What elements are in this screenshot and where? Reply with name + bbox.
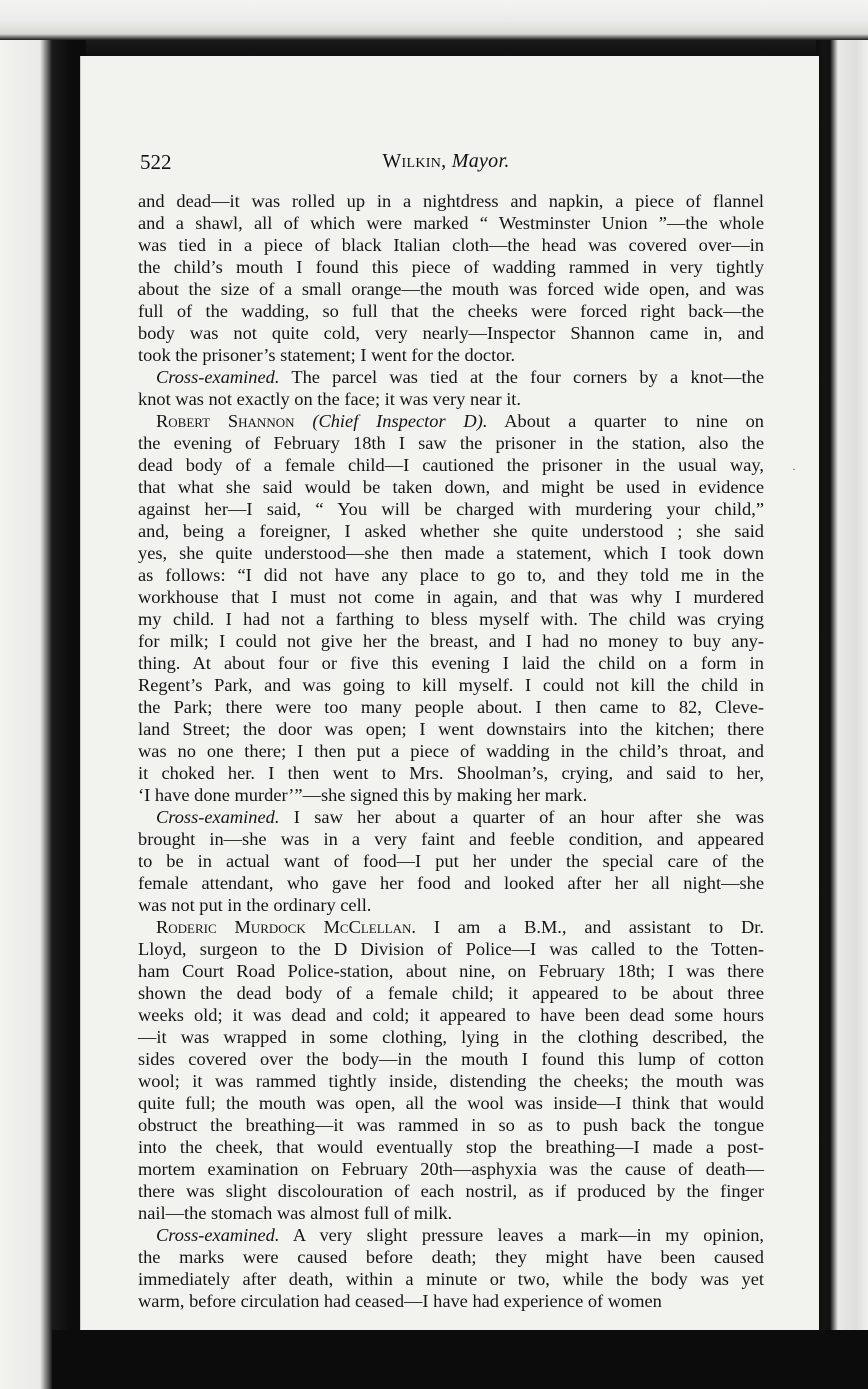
text-line [138, 344, 764, 366]
line-text: ‘I have done murder’”—she signed this by making her mark. [138, 785, 588, 805]
scan-speck: · [792, 462, 796, 476]
text-line [138, 1202, 764, 1224]
text-line [138, 278, 764, 300]
line-text: I saw her about a quarter of an hour after she was [293, 807, 764, 827]
line-text: Lloyd, surgeon to the D Division of Police—I was called to the Totten- [138, 939, 764, 959]
paragraph [138, 410, 764, 806]
line-text: took the prisoner’s statement; I went for the doctor. [138, 345, 516, 365]
line-text: immediately after death, within a minute or two, while the body was yet [138, 1269, 764, 1289]
text-line [138, 1224, 764, 1246]
page-header [140, 150, 752, 178]
paragraph [138, 366, 764, 410]
text-line [138, 366, 764, 388]
line-text: sides covered over the body—in the mouth I found this lump of cotton [138, 1049, 764, 1069]
speaker-name: Roderic Murdock McClellan. [156, 917, 416, 937]
text-line [138, 806, 764, 828]
text-line [138, 476, 764, 498]
line-text: it choked her. I then went to Mrs. Shoolman’s, crying, and said to her, [138, 763, 764, 783]
text-line [138, 740, 764, 762]
body-text [138, 190, 764, 1312]
line-text: I am a B.M., and assistant to Dr. [433, 917, 764, 937]
paragraph [138, 1224, 764, 1312]
scan-frame-bottom [52, 1330, 868, 1389]
text-line [138, 432, 764, 454]
text-line [138, 1136, 764, 1158]
text-line [138, 872, 764, 894]
line-text: as follows: “I did not have any place to go to, and they told me in the [138, 565, 764, 585]
text-line [138, 388, 764, 410]
line-text: wool; it was rammed tightly inside, distending the cheeks; the mouth was [138, 1071, 764, 1091]
text-line [138, 1092, 764, 1114]
line-text: the marks were caused before death; they might have been caused [138, 1247, 764, 1267]
line-text: and dead—it was rolled up in a nightdress and napkin, a piece of flannel [138, 191, 764, 211]
paragraph [138, 916, 764, 1224]
text-line [138, 322, 764, 344]
line-text: to be in actual want of food—I put her under the special care of the [138, 851, 764, 871]
text-line [138, 300, 764, 322]
speaker-title: (Chief Inspector D). [312, 411, 488, 431]
text-line [138, 1268, 764, 1290]
line-text: workhouse that I must not come in again, and that was why I murdered [138, 587, 764, 607]
line-text: the Park; there were too many people about. I then came to 82, Cleve- [138, 697, 764, 717]
line-text: yes, she quite understood—she then made a statement, which I took down [138, 543, 764, 563]
text-line [138, 212, 764, 234]
text-line [138, 674, 764, 696]
text-line [138, 190, 764, 212]
scan-frame-right [816, 40, 868, 1389]
text-line [138, 1114, 764, 1136]
text-line [138, 938, 764, 960]
line-text: obstruct the breathing—it was rammed in so as to push back the tongue [138, 1115, 764, 1135]
scan-frame-top [0, 0, 868, 62]
text-line [138, 608, 764, 630]
line-text: ham Court Road Police-station, about nine, on February 18th; I was there [138, 961, 764, 981]
text-line [138, 1070, 764, 1092]
line-text: was tied in a piece of black Italian cloth—the head was covered over—in [138, 235, 764, 255]
text-line [138, 982, 764, 1004]
cross-examined-label: Cross-examined. [156, 367, 280, 387]
line-text: for milk; I could not give her the breast, and I had no money to buy any- [138, 631, 764, 651]
line-text: was not put in the ordinary cell. [138, 895, 372, 915]
text-line [138, 894, 764, 916]
text-line [138, 586, 764, 608]
line-text: quite full; the mouth was open, all the wool was inside—I think that would [138, 1093, 764, 1113]
line-text: was no one there; I then put a piece of wadding in the child’s throat, and [138, 741, 764, 761]
cross-examined-label: Cross-examined. [156, 1225, 280, 1245]
text-line [138, 1004, 764, 1026]
line-text: and, being a foreigner, I asked whether she quite understood ; she said [138, 521, 764, 541]
line-text: against her—I said, “ You will be charged with murdering your child,” [138, 499, 764, 519]
line-text: The parcel was tied at the four corners by a knot—the [291, 367, 764, 387]
running-title-role: Mayor. [451, 150, 510, 172]
line-text: land Street; the door was open; I went downstairs into the kitchen; there [138, 719, 764, 739]
text-line [138, 564, 764, 586]
line-text: that what she said would be taken down, and might be used in evidence [138, 477, 764, 497]
text-line [138, 520, 764, 542]
page-number: 522 [140, 150, 172, 174]
cross-examined-label: Cross-examined. [156, 807, 280, 827]
line-text: into the cheek, that would eventually stop the breathing—I made a post- [138, 1137, 764, 1157]
speaker-name: Robert Shannon [156, 411, 295, 431]
scan-frame-left [0, 40, 86, 1389]
line-text: female attendant, who gave her food and looked after her all night—she [138, 873, 764, 893]
text-line [138, 718, 764, 740]
text-line [138, 256, 764, 278]
text-line [138, 454, 764, 476]
line-text: brought in—she was in a very faint and feeble condition, and appeared [138, 829, 764, 849]
text-line [138, 1246, 764, 1268]
line-text: shown the dead body of a female child; it appeared to be about three [138, 983, 764, 1003]
text-line [138, 762, 764, 784]
text-line [138, 850, 764, 872]
line-text: there was slight discolouration of each nostril, as if produced by the finger [138, 1181, 764, 1201]
line-text: About a quarter to nine on [504, 411, 764, 431]
paragraph [138, 190, 764, 366]
text-line [138, 498, 764, 520]
line-text: thing. At about four or five this evening I laid the child on a form in [138, 653, 764, 673]
text-line [138, 652, 764, 674]
text-line [138, 696, 764, 718]
text-line [138, 1158, 764, 1180]
text-line [138, 542, 764, 564]
line-text: the child’s mouth I found this piece of wadding rammed in very tightly [138, 257, 764, 277]
line-text: knot was not exactly on the face; it was very near it. [138, 389, 522, 409]
running-title [140, 150, 752, 173]
line-text: about the size of a small orange—the mouth was forced wide open, and was [138, 279, 764, 299]
line-text: my child. I had not a farthing to bless myself with. The child was crying [138, 609, 764, 629]
line-text: nail—the stomach was almost full of milk. [138, 1203, 453, 1223]
text-line [138, 1026, 764, 1048]
text-line [138, 630, 764, 652]
text-line [138, 1180, 764, 1202]
text-line [138, 916, 764, 938]
line-text: full of the wadding, so full that the cheeks were forced right back—the [138, 301, 764, 321]
line-text: mortem examination on February 20th—asphyxia was the cause of death— [138, 1159, 764, 1179]
text-line [138, 828, 764, 850]
running-title-name: Wilkin, [382, 150, 447, 172]
text-line [138, 234, 764, 256]
line-text: body was not quite cold, very nearly—Inspector Shannon came in, and [138, 323, 764, 343]
line-text: —it was wrapped in some clothing, lying in the clothing described, the [138, 1027, 764, 1047]
line-text: A very slight pressure leaves a mark—in my opinion, [292, 1225, 764, 1245]
line-text: the evening of February 18th I saw the prisoner in the station, also the [138, 433, 764, 453]
line-text: warm, before circulation had ceased—I have had experience of women [138, 1291, 662, 1311]
paragraph [138, 806, 764, 916]
line-text: weeks old; it was dead and cold; it appeared to have been dead some hours [138, 1005, 764, 1025]
text-line [138, 784, 764, 806]
text-line [138, 1290, 764, 1312]
text-line [138, 1048, 764, 1070]
line-text: Regent’s Park, and was going to kill myself. I could not kill the child in [138, 675, 764, 695]
text-line [138, 960, 764, 982]
text-line [138, 410, 764, 432]
line-text: dead body of a female child—I cautioned the prisoner in the usual way, [138, 455, 764, 475]
line-text: and a shawl, all of which were marked “ Westminster Union ”—the whole [138, 213, 764, 233]
